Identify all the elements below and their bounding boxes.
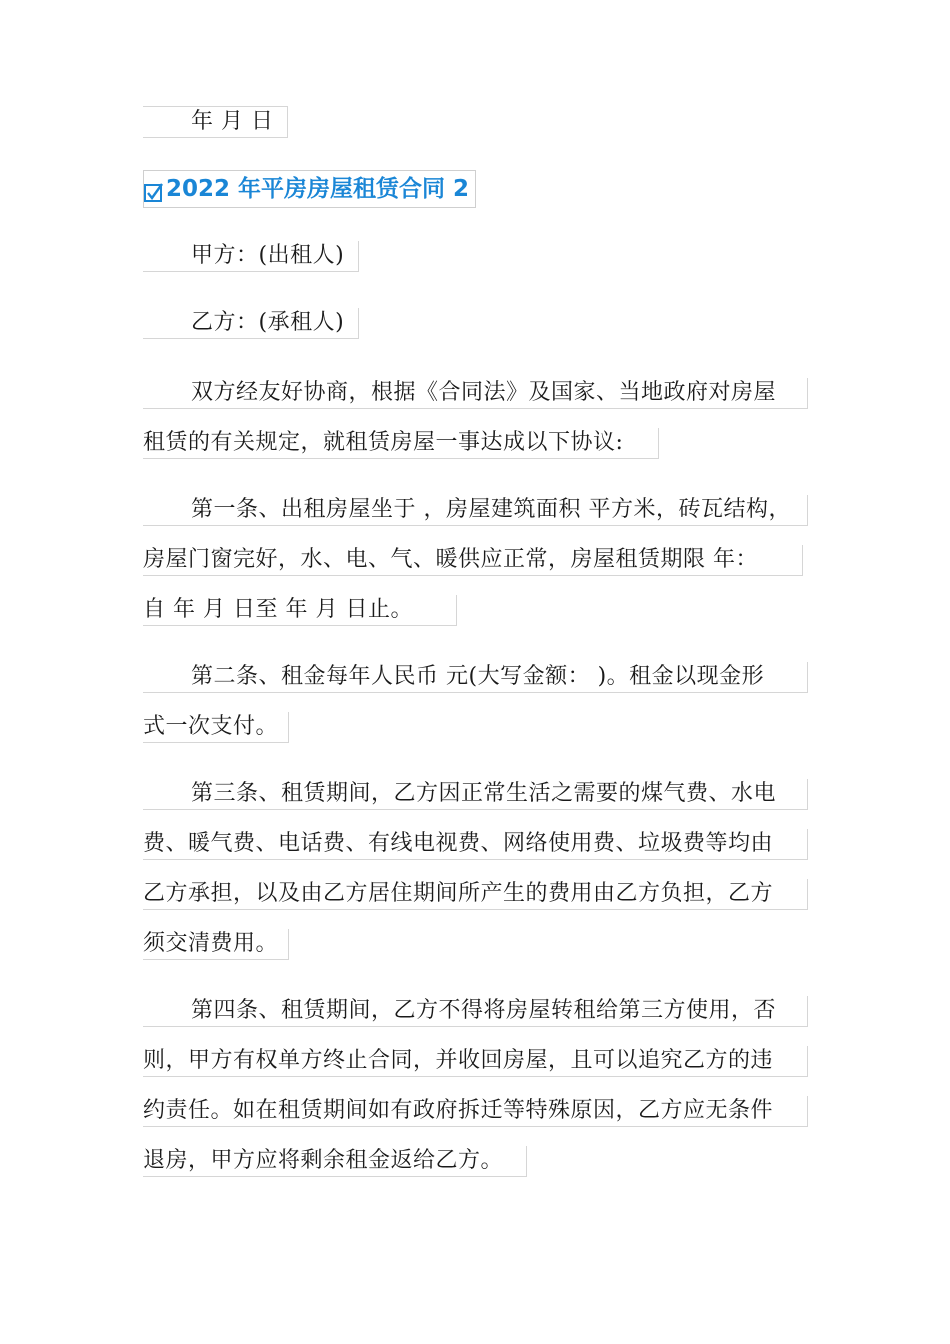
party-a-line: 甲方：(出租人) bbox=[143, 241, 359, 272]
article3-line-4: 须交清费用。 bbox=[143, 929, 289, 960]
article4-line-3: 约责任。如在租赁期间如有政府拆迁等特殊原因，乙方应无条件 bbox=[143, 1096, 808, 1127]
party-b-line: 乙方：(承租人) bbox=[143, 308, 359, 339]
article4-line-2: 则，甲方有权单方终止合同，并收回房屋，且可以追究乙方的违 bbox=[143, 1046, 808, 1077]
title-text: 2022 年平房房屋租赁合同 2 bbox=[166, 176, 470, 202]
article4-line-4: 退房，甲方应将剩余租金返给乙方。 bbox=[143, 1146, 527, 1177]
article3-line-1: 第三条、租赁期间，乙方因正常生活之需要的煤气费、水电 bbox=[143, 779, 808, 810]
intro-line-2: 租赁的有关规定，就租赁房屋一事达成以下协议: bbox=[143, 428, 659, 459]
intro-line-1: 双方经友好协商，根据《合同法》及国家、当地政府对房屋 bbox=[143, 378, 808, 409]
article3-line-3: 乙方承担，以及由乙方居住期间所产生的费用由乙方负担，乙方 bbox=[143, 879, 808, 910]
date-line: 年 月 日 bbox=[143, 106, 288, 138]
article4-line-1: 第四条、租赁期间，乙方不得将房屋转租给第三方使用，否 bbox=[143, 996, 808, 1027]
checkbox-icon bbox=[144, 183, 164, 203]
article3-line-2: 费、暖气费、电话费、有线电视费、网络使用费、垃圾费等均由 bbox=[143, 829, 808, 860]
article1-line-1: 第一条、出租房屋坐于 ，房屋建筑面积 平方米，砖瓦结构， bbox=[143, 495, 808, 526]
article1-line-3: 自 年 月 日至 年 月 日止。 bbox=[143, 595, 457, 626]
document-title bbox=[143, 170, 476, 208]
article2-line-1: 第二条、租金每年人民币 元(大写金额： )。租金以现金形 bbox=[143, 662, 808, 693]
article2-line-2: 式一次支付。 bbox=[143, 712, 289, 743]
article1-line-2: 房屋门窗完好，水、电、气、暖供应正常，房屋租赁期限 年： bbox=[143, 545, 803, 576]
